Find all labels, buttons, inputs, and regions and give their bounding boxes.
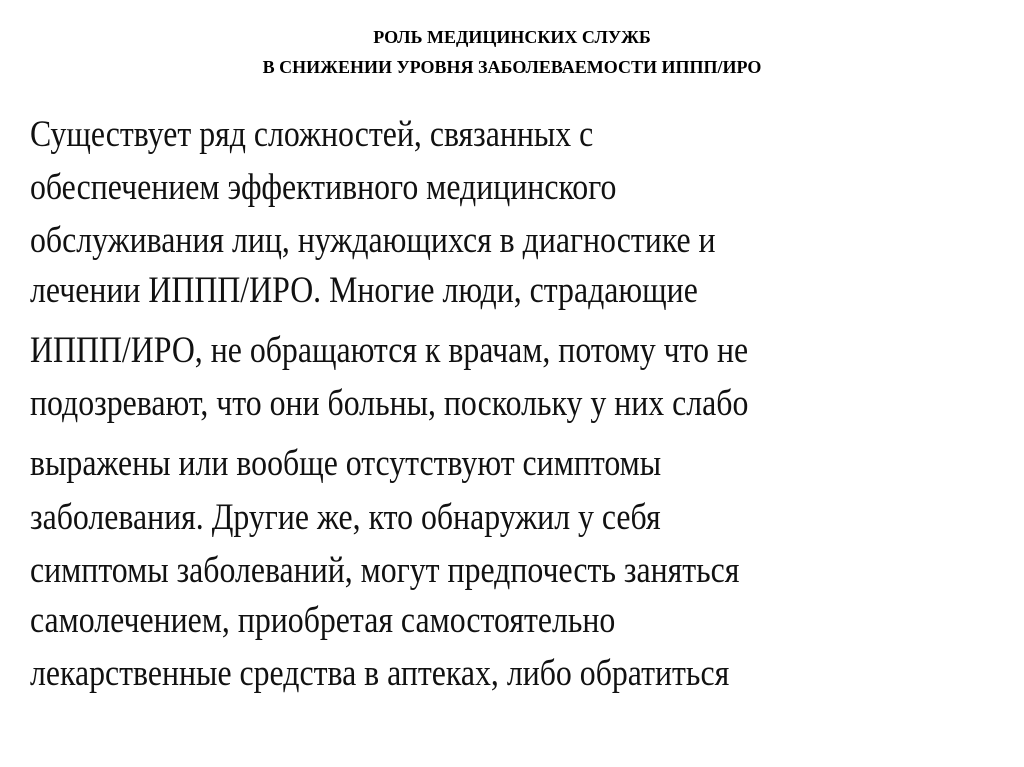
body-text-line-1: Существует ряд сложностей, связанных с [30,114,594,155]
body-text-line-11: лекарственные средства в аптеках, либо обратиться [30,653,730,694]
body-text-line-8: заболевания. Другие же, кто обнаружил у себя [30,497,661,538]
body-text-line-9: симптомы заболеваний, могут предпочесть заняться [30,550,740,591]
body-text-line-7: выражены или вообще отсутствуют симптомы [30,443,662,484]
body-text-line-3: обслуживания лиц, нуждающихся в диагностике и [30,220,716,261]
slide-title-line-1: РОЛЬ МЕДИЦИНСКИХ СЛУЖБ [373,27,651,47]
body-text-line-2: обеспечением эффективного медицинского [30,167,617,208]
body-text-line-5: ИППП/ИРО, не обращаются к врачам, потому что не [30,330,749,371]
body-text-line-10: самолечением, приобретая самостоятельно [30,600,616,641]
body-text-line-6: подозревают, что они больны, поскольку у них слабо [30,383,749,424]
slide-title-line-2: В СНИЖЕНИИ УРОВНЯ ЗАБОЛЕВАЕМОСТИ ИППП/ИРО [262,57,762,77]
body-text-line-4: лечении ИППП/ИРО. Многие люди, страдающие [30,270,698,311]
